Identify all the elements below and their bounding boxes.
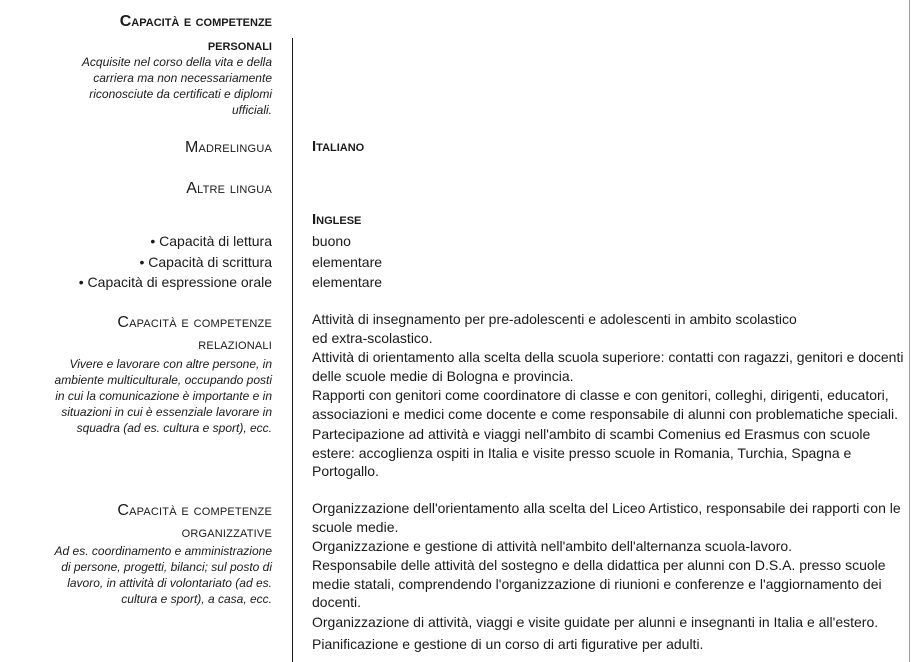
section-title-line: Capacità e competenze xyxy=(119,13,272,30)
column-divider xyxy=(292,38,293,662)
paragraph xyxy=(312,613,878,632)
paragraph xyxy=(312,537,792,556)
paragraph xyxy=(312,310,797,347)
section-title-line: personali xyxy=(207,37,272,54)
paragraph-line: Pianificazione e gestione di un corso di arti figurative per adulti. xyxy=(312,636,704,652)
madrelingua-label: Madrelingua xyxy=(184,139,272,156)
desc-line: squadra (ad es. cultura e sport), ecc. xyxy=(76,421,272,435)
desc-line: riconosciute da certificati e diplomi xyxy=(89,87,272,101)
desc-line: ambiente multiculturale, occupando posti xyxy=(54,373,272,387)
language-name: Inglese xyxy=(312,211,362,228)
skill-value-lettura: buono xyxy=(312,233,351,249)
section-title-line: Capacità e competenze xyxy=(117,502,272,519)
skill-label-lettura: • Capacità di lettura xyxy=(150,233,272,249)
desc-line: in cui la comunicazione è importante e in xyxy=(55,389,272,403)
paragraph-line: Rapporti con genitori come coordinatore di classe e con genitori, colleghi, dirigenti, educatori, xyxy=(312,387,889,403)
paragraph xyxy=(312,386,898,423)
section-desc-organizzative xyxy=(40,543,272,607)
paragraph xyxy=(312,556,886,612)
paragraph-line: Attività di insegnamento per pre-adolescenti e adolescenti in ambito scolastico xyxy=(312,311,797,327)
paragraph-line: Portogallo. xyxy=(312,463,379,479)
section-title-line: Capacità e competenze xyxy=(117,314,272,331)
desc-line: di persone, progetti, bilanci; sul posto di xyxy=(61,560,272,574)
section-desc-relazionali xyxy=(40,356,272,436)
desc-line: ufficiali. xyxy=(231,103,272,117)
paragraph-line: estere: accoglienza ospiti in Italia e visite presso scuole in Romania, Turchia, Spagna e xyxy=(312,444,852,461)
paragraph xyxy=(312,348,903,385)
madrelingua-value: Italiano xyxy=(312,138,365,155)
paragraph-line: Organizzazione e gestione di attività nell'ambito dell'alternanza scuola-lavoro. xyxy=(312,538,793,554)
desc-line: cultura e sport), a casa, ecc. xyxy=(121,592,272,606)
paragraph-line: medie statali, comprendendo l'organizzazione di riunioni e conferenze e l'aggiornamento dei xyxy=(312,575,882,592)
paragraph-line: Responsabile delle attività del sostegno e della didattica per alunni con D.S.A. presso scuole xyxy=(312,557,886,573)
paragraph-line: docenti. xyxy=(312,594,362,610)
paragraph-line: delle scuole medie di Bologna e provincia. xyxy=(312,367,574,384)
skill-label-scrittura: • Capacità di scrittura xyxy=(139,254,272,270)
section-title-line: relazionali xyxy=(198,336,272,353)
paragraph-line: Attività di orientamento alla scelta della scuola superiore: contatti con ragazzi, genitori e docenti xyxy=(312,349,904,365)
paragraph-line: associazioni e medici come docente e come responsabile di alunni con problematiche speciali. xyxy=(312,405,898,422)
paragraph xyxy=(312,499,901,536)
skill-label-orale: • Capacità di espressione orale xyxy=(78,274,272,290)
desc-line: carriera ma non necessariamente xyxy=(93,71,272,85)
desc-line: Acquisite nel corso della vita e della xyxy=(81,55,272,69)
paragraph-line: Organizzazione dell'orientamento alla scelta del Liceo Artistico, responsabile dei rapporti con le xyxy=(312,500,901,516)
section-desc-personali xyxy=(40,54,272,118)
paragraph-line: ed extra-scolastico. xyxy=(312,329,433,346)
section-title-organizzative xyxy=(40,500,272,544)
desc-line: situazioni in cui è essenziale lavorare in xyxy=(61,405,272,419)
section-title-relazionali xyxy=(40,312,272,356)
section-title-personali xyxy=(40,12,272,56)
paragraph xyxy=(312,425,870,481)
paragraph xyxy=(312,635,703,654)
skill-value-orale: elementare xyxy=(312,274,383,290)
altre-lingua-label: Altre lingua xyxy=(186,180,272,197)
desc-line: lavoro, in attività di volontariato (ad es. xyxy=(67,576,272,590)
paragraph-line: Partecipazione ad attività e viaggi nell'ambito di scambi Comenius ed Erasmus con scuole xyxy=(312,426,871,442)
skill-value-scrittura: elementare xyxy=(312,254,383,270)
section-title-line: organizzative xyxy=(181,524,272,541)
paragraph-line: scuole medie. xyxy=(312,518,399,535)
paragraph-line: Organizzazione di attività, viaggi e visite guidate per alunni e insegnanti in Italia e all'estero. xyxy=(312,614,879,630)
desc-line: Vivere e lavorare con altre persone, in xyxy=(69,357,272,371)
desc-line: Ad es. coordinamento e amministrazione xyxy=(54,544,272,558)
